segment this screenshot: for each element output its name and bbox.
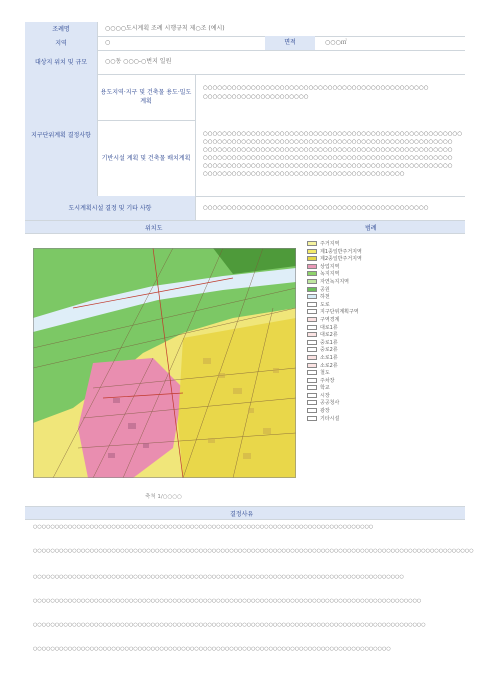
legend-label: 소로2류 xyxy=(320,362,338,369)
legend-label: 자연녹지지역 xyxy=(320,278,349,285)
decision-row xyxy=(25,74,465,197)
decision-sub2-text-c: ○○○○○○○○○○○○○○○○○○○○○○○○○○○○○○○○○○○○○○○○○○○○○○○○○○○○ xyxy=(203,147,453,153)
reason-header-label: 결정사유 xyxy=(230,511,254,518)
legend-swatch xyxy=(307,340,317,345)
legend-label: 상업지역 xyxy=(320,263,340,270)
legend-label: 지구단위계획구역 xyxy=(320,309,359,316)
reason-paragraph-4: ○○○○○○○○○○○○○○○○○○○○○○○○○○○○○○○○○○○○○○○○○○○○○○○○○○○○○○○○○○○○○○○○○○○○○○○○○○○○○○○○○○○○○○○○○ xyxy=(33,598,422,604)
location-map xyxy=(33,248,296,478)
decision-sub1-text-a: ○○○○○○○○○○○○○○○○○○○○○○○○○○○○○○○○○○○○○○○○○○○○○○○ xyxy=(203,85,429,91)
legend-label: 광장 xyxy=(320,408,330,415)
legend-label: 중로2류 xyxy=(320,347,338,354)
legend-label: 구역경계 xyxy=(320,316,340,323)
legend-label: 제1종일반주거지역 xyxy=(320,248,362,255)
legend-item xyxy=(303,255,463,263)
legend-swatch xyxy=(307,302,317,307)
legend-swatch xyxy=(307,271,317,276)
legend-item xyxy=(303,415,463,423)
title-row xyxy=(25,22,465,37)
legend-swatch xyxy=(307,294,317,299)
legend-swatch xyxy=(307,408,317,413)
legend-item xyxy=(303,308,463,316)
legend-label: 대로1류 xyxy=(320,324,338,331)
title-value: ○○○○도시계획 조례 시행규칙 제○조 (예시) xyxy=(105,25,225,32)
legend-item xyxy=(303,354,463,362)
legend-item xyxy=(303,339,463,347)
legend-item xyxy=(303,316,463,324)
legend-item xyxy=(303,270,463,278)
parcel-row xyxy=(25,50,465,75)
decision-sub2-text-d: ○○○○○○○○○○○○○○○○○○○○○○○○○○○○○○○○○○○○○○○○○○○○○○○○○○○○ xyxy=(203,155,453,161)
legend-swatch xyxy=(307,385,317,390)
decision-sub2-text-e: ○○○○○○○○○○○○○○○○○○○○○○○○○○○○○○○○○○○○○○○○○○○○○○○○○○○○ xyxy=(203,163,453,169)
type-area-row xyxy=(25,36,465,51)
legend-swatch xyxy=(307,264,317,269)
legend-item xyxy=(303,248,463,256)
legend-swatch xyxy=(307,309,317,314)
legend-label: 학교 xyxy=(320,385,330,392)
legend-swatch xyxy=(307,393,317,398)
legend-swatch xyxy=(307,332,317,337)
reason-section-header xyxy=(25,506,465,520)
legend-swatch xyxy=(307,363,317,368)
legend-swatch xyxy=(307,249,317,254)
decision-sub2-text-b: ○○○○○○○○○○○○○○○○○○○○○○○○○○○○○○○○○○○○○○○○○○○○○○○○○○○○ xyxy=(203,139,453,145)
legend-item xyxy=(303,293,463,301)
legend-label: 공공청사 xyxy=(320,400,340,407)
legend-swatch xyxy=(307,400,317,405)
legend-swatch xyxy=(307,279,317,284)
legend-item xyxy=(303,301,463,309)
map-header-label: 위치도 xyxy=(145,225,163,232)
legend-item xyxy=(303,324,463,332)
legend-item xyxy=(303,346,463,354)
legend-item xyxy=(303,331,463,339)
legend-item xyxy=(303,377,463,385)
parcel-value: ○○동 ○○○-○번지 일원 xyxy=(105,58,172,65)
legend-label: 하천 xyxy=(320,294,330,301)
facility-label: 도시계획시설 결정 및 기타 사항 xyxy=(25,196,196,220)
facility-row xyxy=(25,196,465,221)
legend-swatch xyxy=(307,416,317,421)
area-label: 면적 xyxy=(265,36,315,50)
legend-swatch xyxy=(307,347,317,352)
map-legend xyxy=(303,240,463,422)
legend-item xyxy=(303,399,463,407)
legend-item xyxy=(303,240,463,248)
legend-swatch xyxy=(307,317,317,322)
type-value: ○ xyxy=(105,39,111,46)
legend-label: 소로1류 xyxy=(320,354,338,361)
legend-swatch xyxy=(307,355,317,360)
decision-sub2-text-f: ○○○○○○○○○○○○○○○○○○○○○○○○○○○○○○○○○○○○○○○○○○ xyxy=(203,171,405,177)
legend-label: 주거지역 xyxy=(320,241,340,247)
legend-label: 녹지지역 xyxy=(320,271,340,278)
legend-swatch xyxy=(307,370,317,375)
legend-item xyxy=(303,362,463,370)
legend-label: 공원 xyxy=(320,286,330,293)
area-value: ○○○㎡ xyxy=(325,39,347,46)
legend-label: 주차장 xyxy=(320,377,335,384)
decision-sub2-text-a: ○○○○○○○○○○○○○○○○○○○○○○○○○○○○○○○○○○○○○○○○○○○○○○○○○○○○○○ xyxy=(203,131,463,137)
legend-item xyxy=(303,278,463,286)
title-label: 조례명 xyxy=(25,22,98,36)
map-section-header xyxy=(25,220,465,234)
legend-item xyxy=(303,384,463,392)
legend-swatch xyxy=(307,241,317,246)
document-sheet xyxy=(25,22,474,684)
legend-swatch xyxy=(307,256,317,261)
legend-label: 중로1류 xyxy=(320,339,338,346)
legend-item xyxy=(303,407,463,415)
legend-label: 철도 xyxy=(320,370,330,377)
legend-header-label: 범례 xyxy=(365,225,377,232)
legend-label: 시장 xyxy=(320,392,330,399)
legend-item xyxy=(303,392,463,400)
legend-label: 도로 xyxy=(320,301,330,308)
legend-label: 제2종일반주거지역 xyxy=(320,256,362,263)
legend-label: 대로2류 xyxy=(320,332,338,339)
legend-swatch xyxy=(307,325,317,330)
reason-paragraph-5: ○○○○○○○○○○○○○○○○○○○○○○○○○○○○○○○○○○○○○○○○○○○○○○○○○○○○○○○○○○○○○○○○○○○○○○○○○○○○○○○○○○○○○○○○○○ xyxy=(33,622,426,628)
legend-swatch xyxy=(307,378,317,383)
reason-paragraph-6: ○○○○○○○○○○○○○○○○○○○○○○○○○○○○○○○○○○○○○○○○○○○○○○○○○○○○○○○○○○○○○○○○○○○○○○○○○○○○○○○○○○ xyxy=(33,646,391,652)
decision-label: 지구단위계획 결정사항 xyxy=(25,74,98,196)
facility-text: ○○○○○○○○○○○○○○○○○○○○○○○○○○○○○○○○○○○○○○○○○○○○○○○ xyxy=(203,205,429,211)
type-label: 지역 xyxy=(25,36,98,50)
legend-item xyxy=(303,369,463,377)
decision-sub1-label: 용도지역·지구 및 건축물 용도·밀도 계획 xyxy=(97,74,196,121)
decision-sub2-label: 기반시설 계획 및 건축물 배치계획 xyxy=(97,121,196,196)
map-scale-caption: 축척 1/○○○○ xyxy=(145,494,182,500)
legend-label: 기타시설 xyxy=(320,415,340,422)
reason-paragraph-1: ○○○○○○○○○○○○○○○○○○○○○○○○○○○○○○○○○○○○○○○○○○○○○○○○○○○○○○○○○○○○○○○○○○○○○○○○○○○○○○ xyxy=(33,524,374,530)
location-map-graphic xyxy=(33,248,296,478)
parcel-label: 대상지 위치 및 규모 xyxy=(25,50,98,74)
legend-swatch xyxy=(307,287,317,292)
legend-item xyxy=(303,263,463,271)
reason-paragraph-2: ○○○○○○○○○○○○○○○○○○○○○○○○○○○○○○○○○○○○○○○○○○○○○○○○○○○○○○○○○○○○○○○○○○○○○○○○○○○○○○○○○○○○○○○○○○○○○○○○○○○○○ xyxy=(33,548,474,554)
reason-paragraph-3: ○○○○○○○○○○○○○○○○○○○○○○○○○○○○○○○○○○○○○○○○○○○○○○○○○○○○○○○○○○○○○○○○○○○○○○○○○○○○○○○○○○○○○ xyxy=(33,574,404,580)
decision-sub1-text-b: ○○○○○○○○○○○○○○○○○○○○○○ xyxy=(203,94,309,100)
legend-item xyxy=(303,286,463,294)
